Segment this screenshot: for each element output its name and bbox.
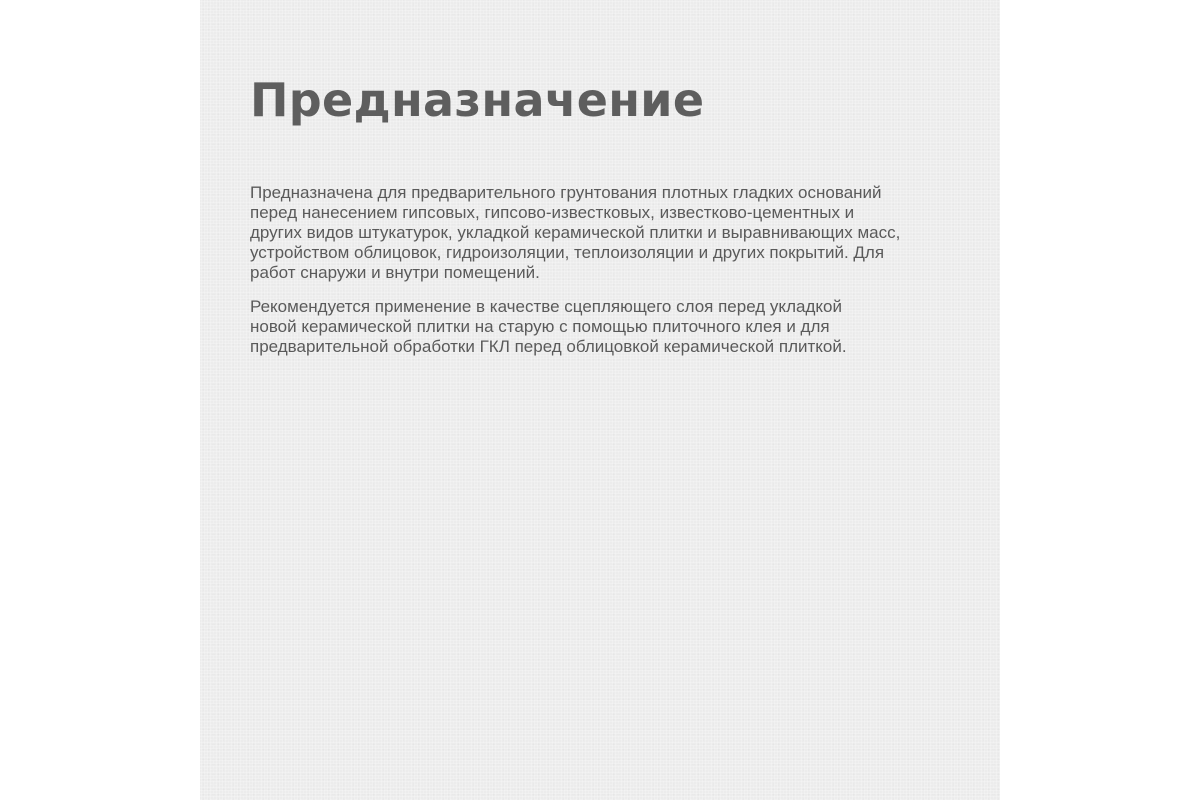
paragraph-recommendation xyxy=(250,297,990,357)
paragraph-line: других видов штукатурок, укладкой керамической плитки и выравнивающих масс, xyxy=(250,223,901,242)
paragraph-line: Рекомендуется применение в качестве сцепляющего слоя перед укладкой xyxy=(250,297,842,316)
paragraph-purpose xyxy=(250,183,990,283)
page-title: Предназначение xyxy=(250,73,705,127)
paragraph-line: предварительной обработки ГКЛ перед облицовкой керамической плиткой. xyxy=(250,337,847,356)
paragraph-line: устройством облицовок, гидроизоляции, теплоизоляции и других покрытий. Для xyxy=(250,243,885,262)
paragraph-line: новой керамической плитки на старую с помощью плиточного клея и для xyxy=(250,317,830,336)
paragraph-line: перед нанесением гипсовых, гипсово-известковых, известково-цементных и xyxy=(250,203,855,222)
paragraph-line: работ снаружи и внутри помещений. xyxy=(250,263,540,282)
paragraph-line: Предназначена для предварительного грунтования плотных гладких оснований xyxy=(250,183,882,202)
document-page xyxy=(200,0,1000,800)
